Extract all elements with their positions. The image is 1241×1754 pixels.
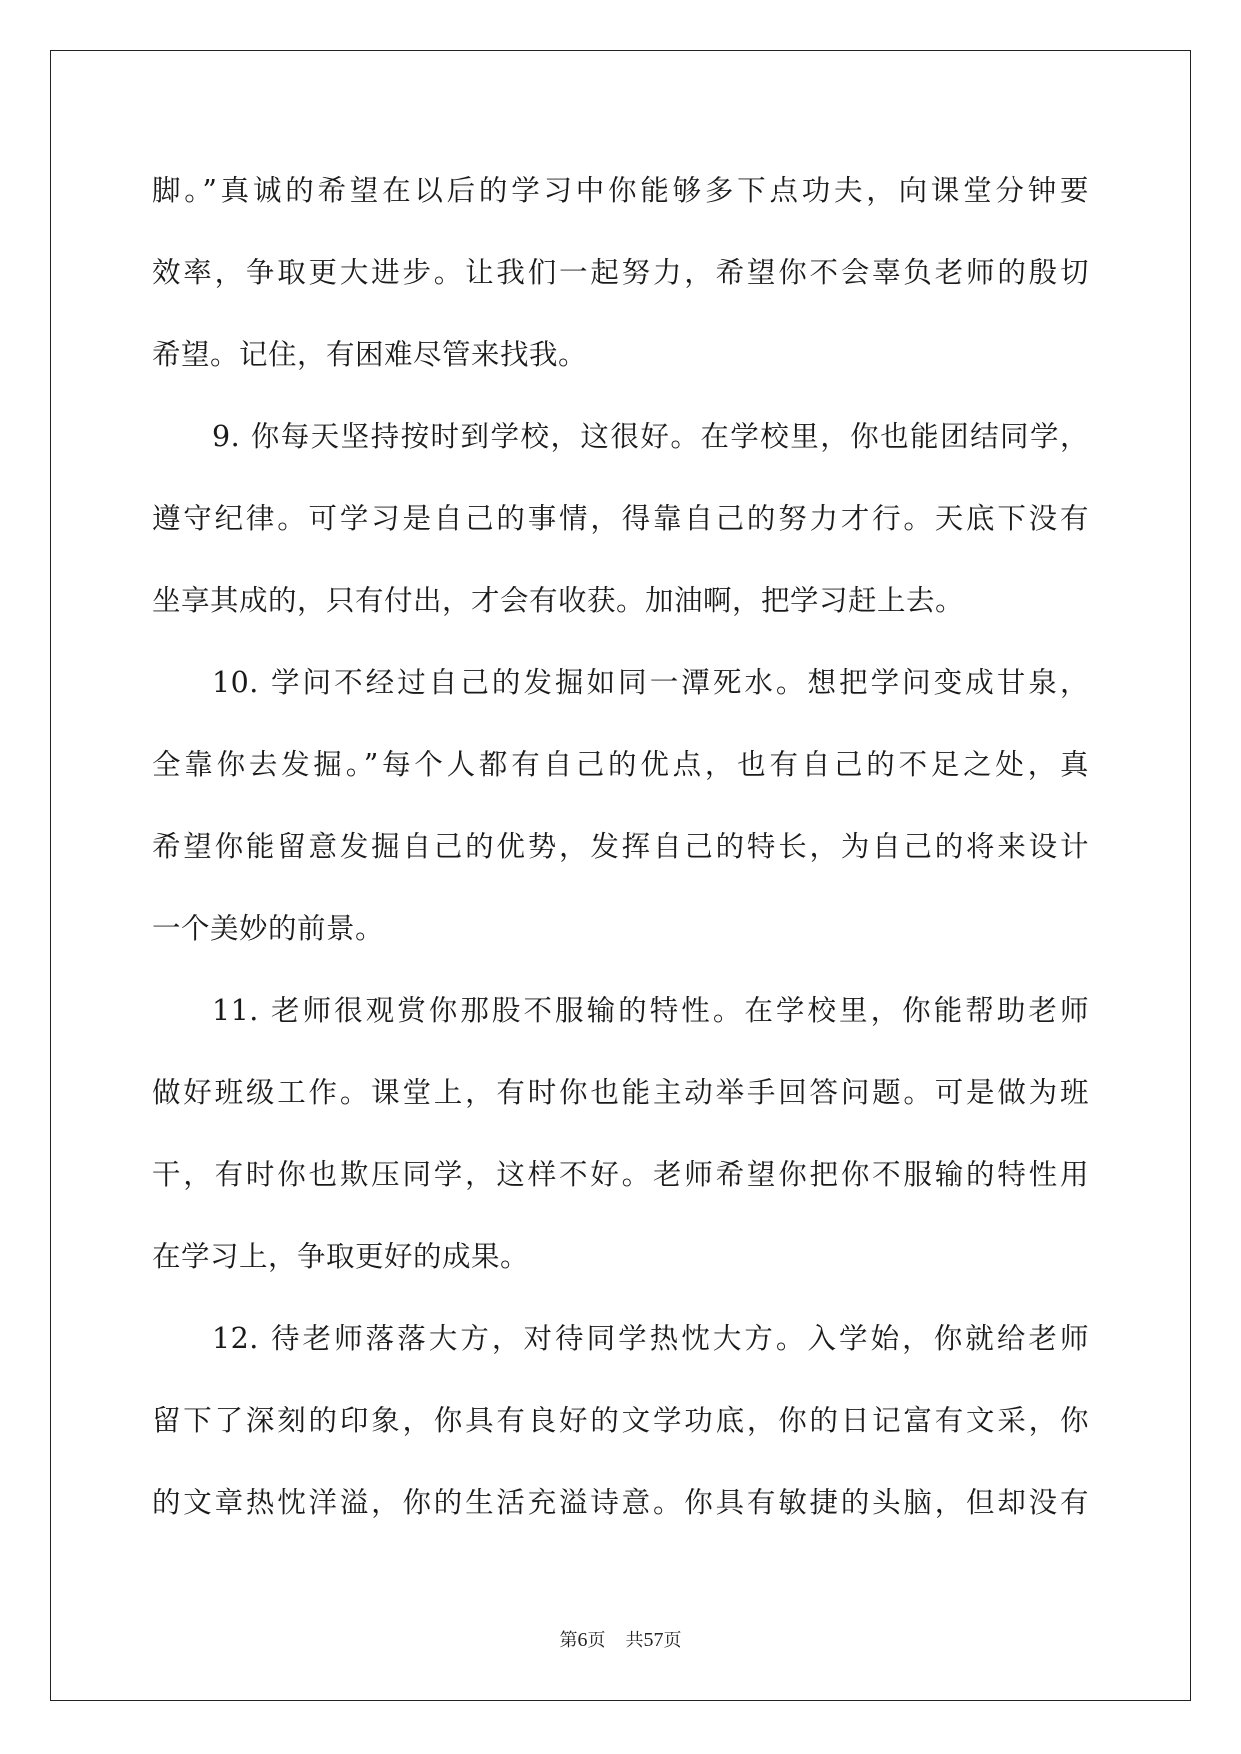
body-line: 效率，争取更大进步。让我们一起努力，希望你不会辜负老师的殷切 (152, 256, 1089, 289)
body-line: 遵守纪律。可学习是自己的事情，得靠自己的努力才行。天底下没有 (152, 502, 1089, 535)
body-line: 12. 待老师落落大方，对待同学热忱大方。入学始，你就给老师 (212, 1322, 1089, 1355)
total-pages: 57 (643, 1629, 664, 1651)
page-prefix: 第 (559, 1630, 578, 1651)
body-line: 希望你能留意发掘自己的优势，发挥自己的特长，为自己的将来设计 (152, 830, 1089, 863)
body-line: 做好班级工作。课堂上，有时你也能主动举手回答问题。可是做为班 (152, 1076, 1089, 1109)
body-line: 11. 老师很观赏你那股不服输的特性。在学校里，你能帮助老师 (212, 994, 1089, 1027)
body-line: 希望。记住，有困难尽管来找我。 (152, 338, 588, 371)
body-line: 干，有时你也欺压同学，这样不好。老师希望你把你不服输的特性用 (152, 1158, 1089, 1191)
body-line: 一个美妙的前景。 (152, 912, 385, 945)
page-footer (0, 1626, 1241, 1652)
page-suffix: 页 (587, 1630, 606, 1651)
total-suffix: 页 (663, 1630, 682, 1651)
document-body (152, 162, 1089, 1556)
body-line: 9. 你每天坚持按时到学校，这很好。在学校里，你也能团结同学， (212, 420, 1089, 453)
total-prefix: 共 (625, 1630, 644, 1651)
body-line: 的文章热忱洋溢，你的生活充溢诗意。你具有敏捷的头脑，但却没有 (152, 1486, 1089, 1519)
body-line: 脚。”真诚的希望在以后的学习中你能够多下点功夫，向课堂分钟要 (152, 174, 1089, 207)
body-line: 10. 学问不经过自己的发掘如同一潭死水。想把学问变成甘泉， (212, 666, 1089, 699)
body-line: 留下了深刻的印象，你具有良好的文学功底，你的日记富有文采，你 (152, 1404, 1089, 1437)
body-line: 坐享其成的，只有付出，才会有收获。加油啊，把学习赶上去。 (152, 584, 965, 617)
body-line: 全靠你去发掘。”每个人都有自己的优点，也有自己的不足之处，真 (152, 748, 1089, 781)
body-line: 在学习上，争取更好的成果。 (152, 1240, 530, 1273)
page-number: 6 (577, 1629, 588, 1651)
